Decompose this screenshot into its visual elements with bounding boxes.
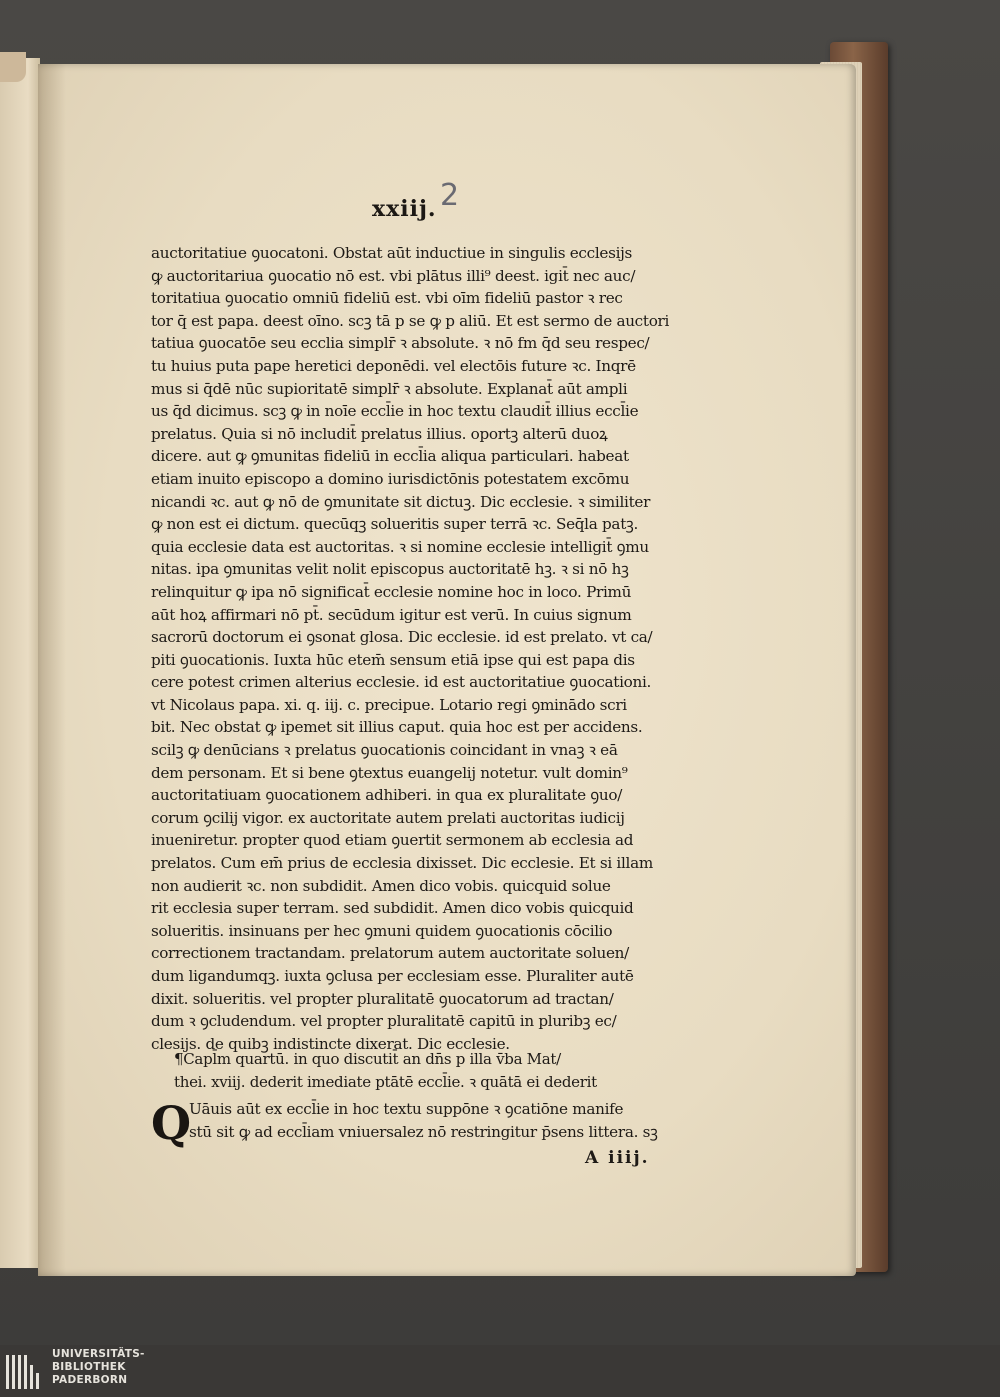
- text-line: aūt hoꝝ affirmari nō pt̄. secūdum igitur est verū. In cuius signum: [151, 605, 632, 624]
- initial-letter: Q: [151, 1096, 192, 1150]
- text-line: stū sit ꝙ ad eccl̄iam vniuersalez nō restringitur p̄sens littera. sꝫ: [189, 1122, 658, 1141]
- text-line: vt Nicolaus papa. xi. q. iij. c. precipue. Lotario regi ꝯminādo scri: [151, 695, 627, 714]
- text-line: Uāuis aūt ex eccl̄ie in hoc textu suppōne ꝛ ꝯcatiōne manife: [189, 1100, 624, 1118]
- text-line: solueritis. insinuans per hec ꝯmuni quidem ꝯuocationis cōcilio: [151, 921, 613, 940]
- text-line: nicandi ꝛc. aut ꝙ nō de ꝯmunitate sit dictuꝫ. Dic ecclesie. ꝛ similiter: [151, 492, 651, 511]
- text-line: etiam inuito episcopo a domino iurisdictōnis potestatem excōmu: [151, 469, 630, 488]
- text-line: us q̄d dicimus. scꝫ ꝙ in noīe eccl̄ie in hoc textu claudit̄ illius eccl̄ie: [151, 402, 639, 421]
- text-line: non audierit ꝛc. non subdidit. Amen dico vobis. quicquid solue: [151, 876, 611, 895]
- text-line: dixit. solueritis. vel propter pluralitatē ꝯuocatorum ad tractan/: [151, 989, 614, 1008]
- library-logo-text: [52, 1348, 145, 1387]
- logo-line: PADERBORN: [52, 1374, 128, 1386]
- text-line: tor q̄ est papa. deest oīno. scꝫ tā p se ꝙ p aliū. Et est sermo de auctori: [151, 311, 670, 330]
- chapter-start-text: [151, 1098, 707, 1143]
- text-line: thei. xviij. dederit imediate ptātē eccl̄ie. ꝛ quātā ei dederit: [174, 1072, 597, 1091]
- text-line: auctoritatiue ꝯuocatoni. Obstat aūt inductiue in singulis ecclesijs: [151, 244, 633, 262]
- text-line: corum ꝯcilij vigor. ex auctoritate autem prelati auctoritas iudicij: [151, 808, 625, 827]
- text-line: prelatus. Quia si nō includit̄ prelatus illius. oportꝫ alterū duoꝝ: [151, 424, 608, 443]
- text-line: bit. Nec obstat ꝙ ipemet sit illius caput. quia hoc est per accidens.: [151, 718, 643, 737]
- text-line: piti ꝯuocationis. Iuxta hūc etem̄ sensum etiā ipse qui est papa dis: [151, 650, 635, 669]
- text-line: dum ꝛ ꝯcludendum. vel propter pluralitatē capitū in pluribꝫ ec/: [151, 1012, 617, 1031]
- signature-mark: A iiij.: [585, 1148, 650, 1168]
- text-line: prelatos. Cum em̄ prius de ecclesia dixisset. Dic ecclesie. Et si illam: [151, 854, 653, 873]
- left-page-edge: [0, 58, 40, 1268]
- text-line: clesijs. de quibꝫ indistincte dixerat. Dic ecclesie.: [151, 1034, 510, 1053]
- text-line: tatiua ꝯuocatōe seu ecclia simplr̄ ꝛ absolute. ꝛ nō fm q̄d seu respec/: [151, 334, 650, 353]
- chapter-heading: [174, 1048, 694, 1093]
- text-line: scilꝫ ꝙ denūcians ꝛ prelatus ꝯuocationis coincidant in vnaꝫ ꝛ eā: [151, 741, 618, 760]
- text-line: tu huius puta pape heretici deponēdi. vel electōis future ꝛc. Inqrē: [151, 356, 636, 375]
- text-line: cere potest crimen alterius ecclesie. id est auctoritatiue ꝯuocationi.: [151, 673, 652, 692]
- text-line: dem personam. Et si bene ꝯtextus euangelij notetur. vult domin⁹: [151, 763, 628, 782]
- text-line: auctoritatiuam ꝯuocationem adhiberi. in qua ex pluralitate ꝯuo/: [151, 786, 623, 805]
- text-line: ꝙ auctoritariua ꝯuocatio nō est. vbi plātus illi⁹ deest. igit̄ nec auc/: [151, 266, 636, 285]
- torn-corner: [0, 52, 26, 82]
- folio-number: xxiij.: [372, 196, 437, 222]
- text-line: correctionem tractandam. prelatorum autem auctoritate soluen/: [151, 944, 629, 963]
- text-line: toritatiua ꝯuocatio omniū fideliū est. vbi oīm fideliū pastor ꝛ rec: [151, 289, 623, 308]
- text-line: quia ecclesie data est auctoritas. ꝛ si nomine ecclesie intelligit̄ ꝯmu: [151, 537, 649, 556]
- logo-line: BIBLIOTHEK: [52, 1361, 126, 1373]
- text-line: inueniretur. propter quod etiam ꝯuertit sermonem ab ecclesia ad: [151, 831, 634, 850]
- footer-bar: [0, 1345, 1000, 1397]
- text-line: dum ligandumqꝫ. iuxta ꝯclusa per ecclesiam esse. Pluraliter autē: [151, 967, 634, 985]
- text-line: sacrorū doctorum ei ꝯsonat glosa. Dic ecclesie. id est prelato. vt ca/: [151, 628, 653, 647]
- text-line: ¶Capl̄m quartū. in quo discutit̄ an dn̄s p illa v̄ba Mat/: [174, 1050, 561, 1068]
- text-line: mus si q̄dē nūc supioritatē simplr̄ ꝛ absolute. Explanat̄ aūt ampli: [151, 379, 628, 398]
- text-line: dicere. aut ꝙ ꝯmunitas fideliū in eccl̄ia aliqua particulari. habeat: [151, 447, 629, 466]
- handwritten-mark: 2: [440, 178, 460, 213]
- logo-line: UNIVERSITÄTS-: [52, 1348, 145, 1360]
- library-logo-icon: [4, 1351, 46, 1393]
- text-line: nitas. ipa ꝯmunitas velit nolit episcopus auctoritatē hꝫ. ꝛ si nō hꝫ: [151, 560, 629, 579]
- text-line: relinquitur ꝙ ipa nō significat̄ ecclesie nomine hoc in loco. Primū: [151, 582, 632, 601]
- text-line: rit ecclesia super terram. sed subdidit. Amen dico vobis quicquid: [151, 899, 634, 918]
- main-text: [151, 242, 707, 1055]
- text-line: ꝙ non est ei dictum. quecūqꝫ solueritis super terrā ꝛc. Seq̄la patꝫ.: [151, 515, 638, 534]
